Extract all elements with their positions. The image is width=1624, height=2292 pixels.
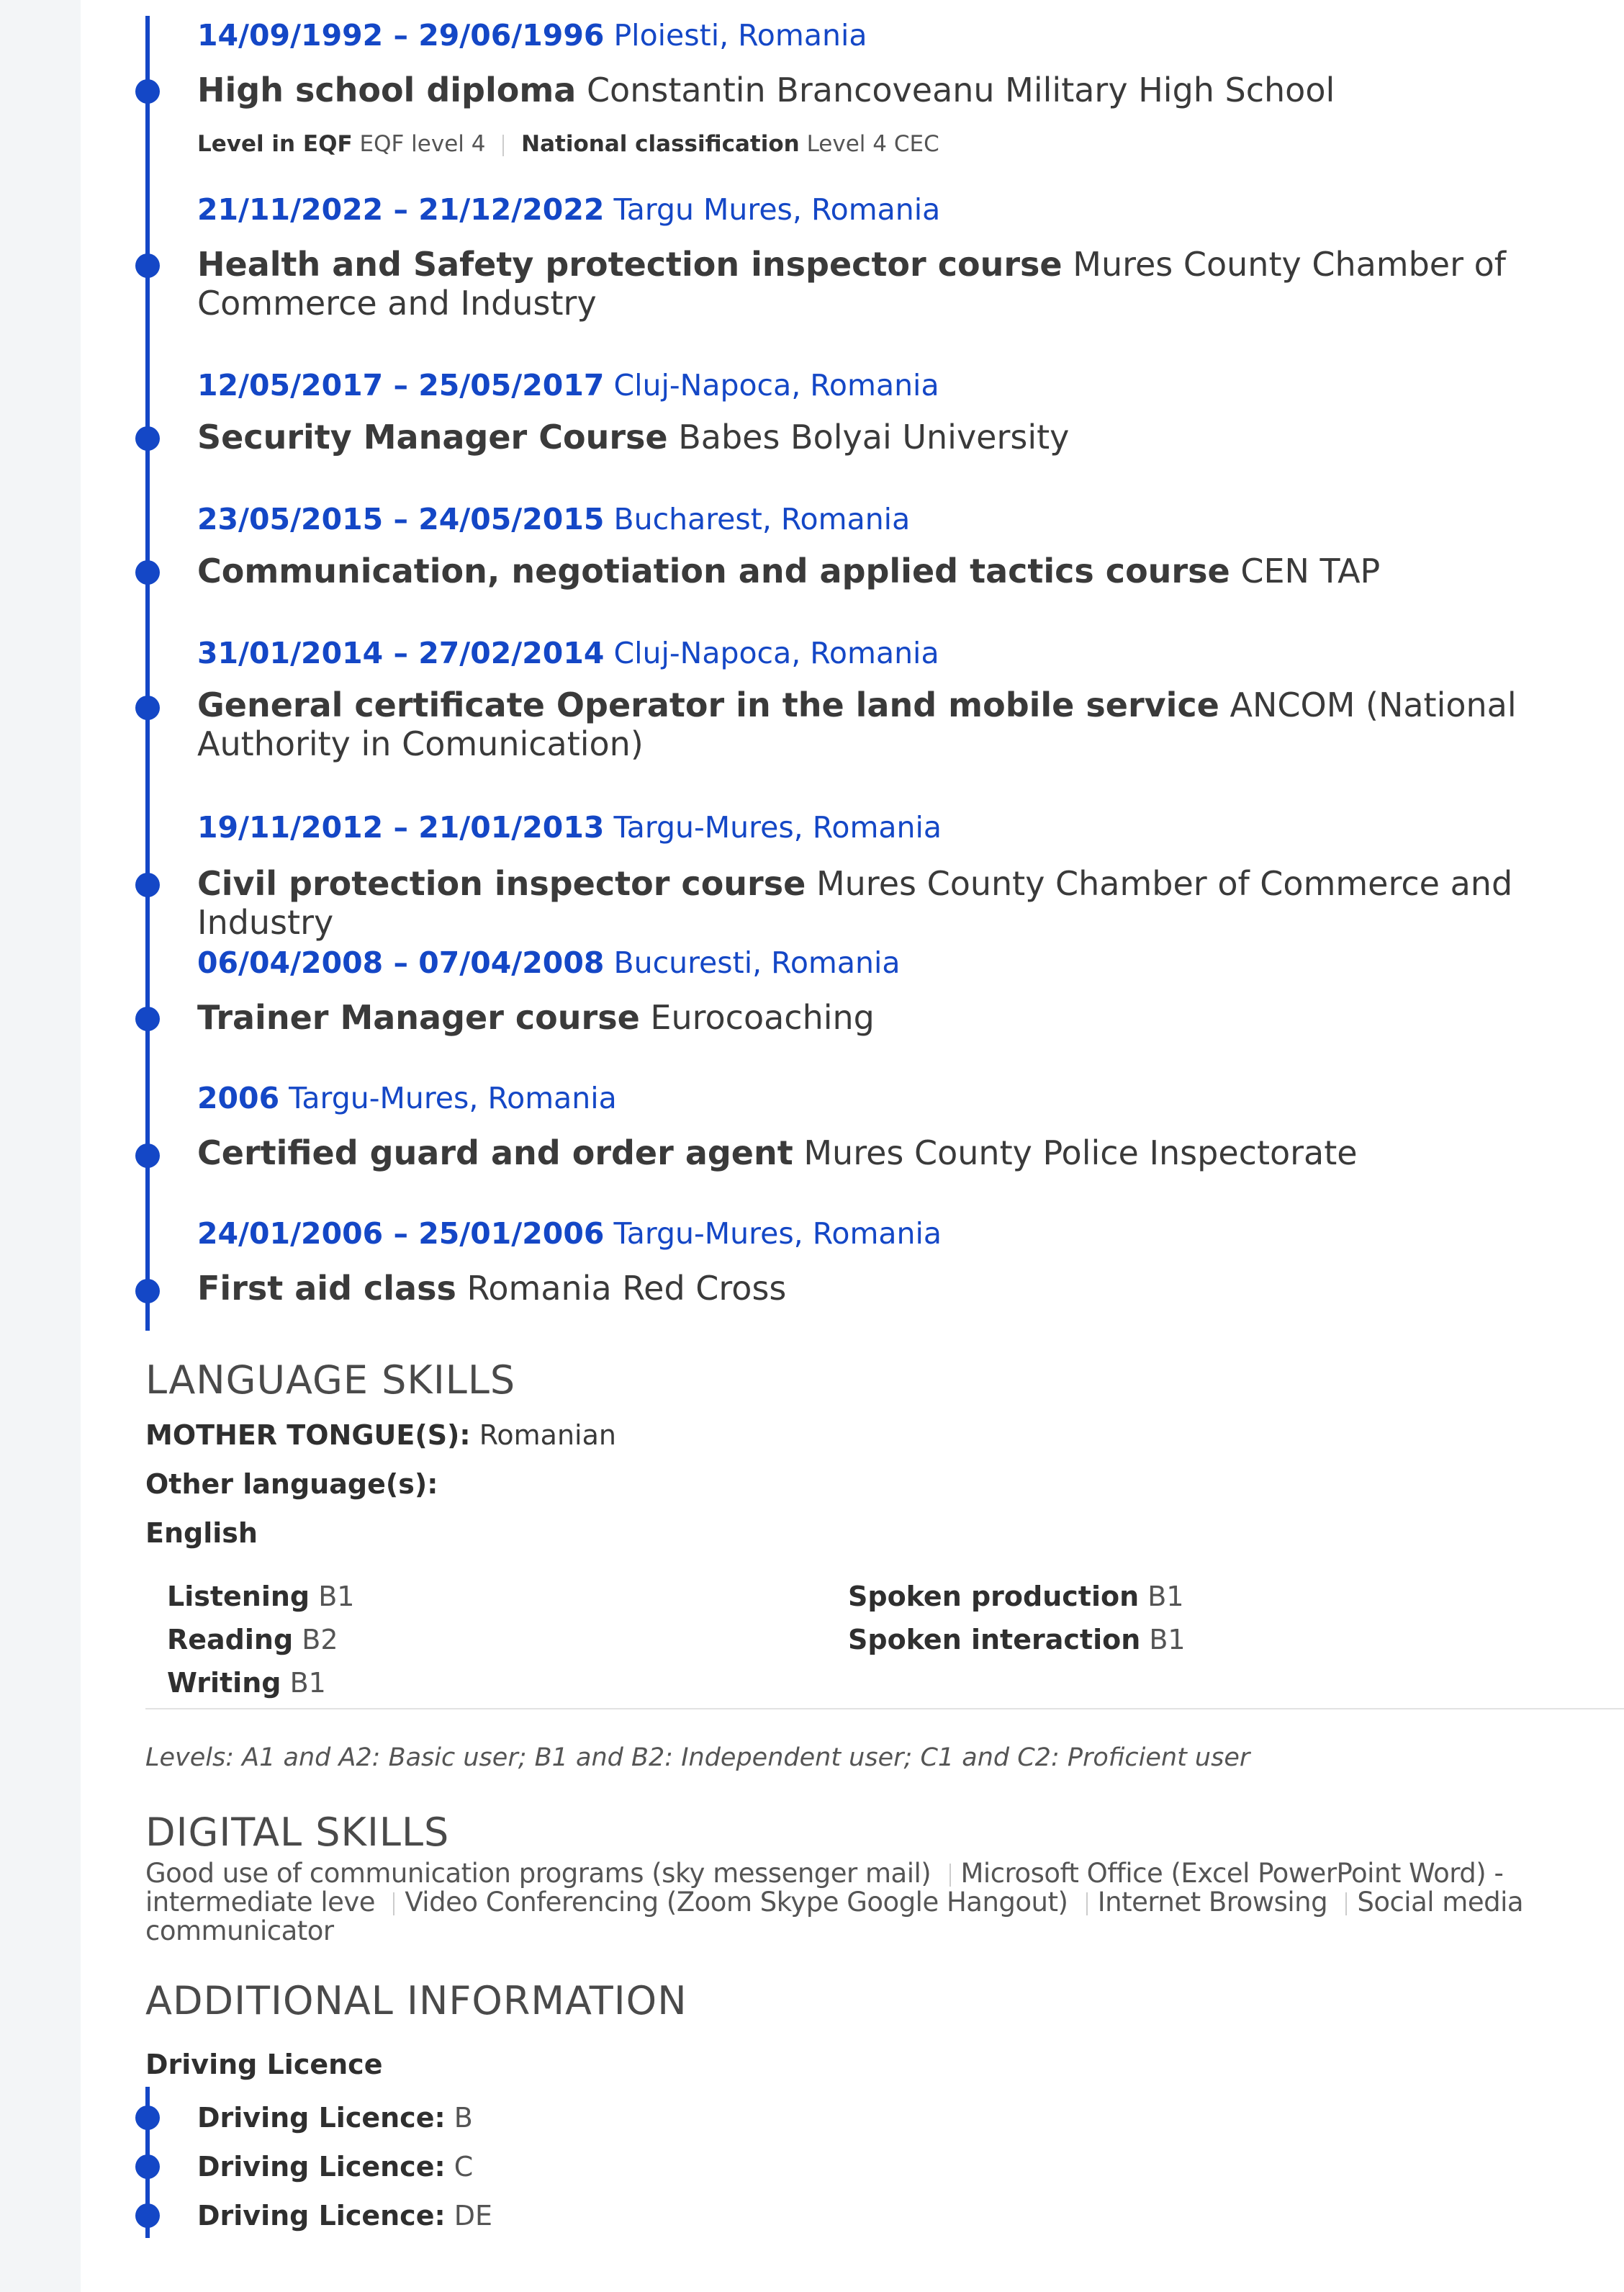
skill-label: Writing xyxy=(167,1667,281,1699)
separator xyxy=(393,1892,394,1915)
licence-value: B xyxy=(454,2102,473,2134)
education-timeline xyxy=(145,0,1585,1331)
separator xyxy=(1345,1892,1347,1915)
spoken-production-skill xyxy=(848,1578,1184,1614)
entry-location: Cluj-Napoca, Romania xyxy=(613,636,939,670)
entry-institution: Eurocoaching xyxy=(650,998,875,1037)
driving-licence-entry xyxy=(197,2100,473,2136)
entry-location: Ploiesti, Romania xyxy=(613,18,867,53)
driving-licence-entry xyxy=(197,2149,473,2185)
skill-level: B1 xyxy=(289,1667,326,1699)
digital-skills-list xyxy=(145,1859,1585,1946)
entry-date-location xyxy=(197,808,942,847)
timeline-dot xyxy=(135,560,160,585)
entry-date-location xyxy=(197,943,900,982)
entry-location: Targu-Mures, Romania xyxy=(613,810,942,845)
national-classification-label: National classification xyxy=(521,131,800,157)
entry-location: Cluj-Napoca, Romania xyxy=(613,368,939,403)
entry-dates: 23/05/2015 – 24/05/2015 xyxy=(197,502,605,536)
entry-title xyxy=(197,418,1565,457)
entry-dates: 19/11/2012 – 21/01/2013 xyxy=(197,810,605,845)
entry-location: Bucharest, Romania xyxy=(613,502,911,536)
entry-qualification: Health and Safety protection inspector course xyxy=(197,245,1063,284)
entry-location: Targu-Mures, Romania xyxy=(289,1081,617,1115)
digital-skill-text: Good use of communication programs (sky messenger mail) xyxy=(145,1858,931,1889)
licence-value: C xyxy=(454,2151,474,2183)
skill-level: B2 xyxy=(302,1624,338,1655)
driving-licence-heading: Driving Licence xyxy=(145,2049,383,2080)
divider xyxy=(145,1708,1624,1709)
entry-date-location xyxy=(197,16,867,55)
writing-skill xyxy=(167,1665,326,1701)
entry-date-location xyxy=(197,190,940,229)
digital-skill-text: Internet Browsing xyxy=(1097,1887,1328,1918)
entry-title xyxy=(197,1133,1565,1172)
entry-title xyxy=(197,1269,1565,1308)
skill-level: B1 xyxy=(1149,1624,1186,1655)
other-languages-label: Other language(s): xyxy=(145,1468,438,1500)
timeline-dot xyxy=(135,426,160,451)
eqf-value: EQF level 4 xyxy=(359,131,486,157)
entry-date-location xyxy=(197,1079,617,1118)
timeline-dot xyxy=(135,1279,160,1303)
timeline-dot xyxy=(135,253,160,278)
entry-title xyxy=(197,686,1565,763)
national-classification-value: Level 4 CEC xyxy=(806,131,939,157)
skill-label: Spoken interaction xyxy=(848,1624,1141,1655)
timeline-dot xyxy=(135,1007,160,1031)
timeline-dot xyxy=(135,2106,160,2130)
entry-dates: 14/09/1992 – 29/06/1996 xyxy=(197,18,605,53)
timeline-dot xyxy=(135,2203,160,2228)
cv-page xyxy=(81,0,1624,2292)
other-languages xyxy=(145,1466,438,1502)
entry-dates: 24/01/2006 – 25/01/2006 xyxy=(197,1216,605,1251)
entry-title xyxy=(197,71,1565,109)
licence-label: Driving Licence: xyxy=(197,2102,446,2134)
entry-institution: Babes Bolyai University xyxy=(678,418,1070,457)
skill-label: Spoken production xyxy=(848,1581,1140,1612)
entry-institution: Mures County Chamber of Commerce and Industry xyxy=(197,245,1506,323)
language-skills-heading: LANGUAGE SKILLS xyxy=(145,1357,516,1403)
timeline-dot xyxy=(135,696,160,720)
skill-level: B1 xyxy=(318,1581,355,1612)
language-name-text: English xyxy=(145,1517,258,1549)
separator xyxy=(949,1864,951,1887)
entry-date-location xyxy=(197,1214,942,1253)
entry-qualification: General certificate Operator in the land mobile service xyxy=(197,686,1219,724)
timeline-dot xyxy=(135,1143,160,1168)
entry-institution: Mures County Chamber of Commerce and Industry xyxy=(197,864,1513,942)
entry-location: Targu-Mures, Romania xyxy=(613,1216,942,1251)
reading-skill xyxy=(167,1622,338,1658)
skill-level: B1 xyxy=(1147,1581,1184,1612)
digital-skill-item xyxy=(145,1858,931,1889)
entry-title xyxy=(197,998,1565,1037)
additional-information-heading: ADDITIONAL INFORMATION xyxy=(145,1978,687,2023)
eqf-label: Level in EQF xyxy=(197,131,353,157)
skill-label: Reading xyxy=(167,1624,294,1655)
digital-skill-text: Video Conferencing (Zoom Skype Google Hangout) xyxy=(405,1887,1068,1918)
entry-title xyxy=(197,864,1565,942)
entry-institution: Constantin Brancoveanu Military High School xyxy=(586,71,1335,109)
spoken-interaction-skill xyxy=(848,1622,1186,1658)
entry-institution: Mures County Police Inspectorate xyxy=(803,1133,1358,1172)
separator xyxy=(1086,1892,1088,1915)
licence-value: DE xyxy=(454,2200,493,2232)
entry-qualification: Trainer Manager course xyxy=(197,998,640,1037)
entry-institution: Romania Red Cross xyxy=(466,1269,787,1308)
timeline-dot xyxy=(135,873,160,897)
entry-title xyxy=(197,245,1565,323)
driving-licence-entry xyxy=(197,2198,492,2234)
digital-skill-text: Social media communicator xyxy=(145,1887,1524,1946)
licence-label: Driving Licence: xyxy=(197,2151,446,2183)
language-name xyxy=(145,1515,258,1551)
entry-date-location xyxy=(197,366,939,405)
skill-label: Listening xyxy=(167,1581,310,1612)
driving-licence-timeline xyxy=(145,2087,865,2238)
entry-title xyxy=(197,552,1565,590)
entry-dates: 06/04/2008 – 07/04/2008 xyxy=(197,945,605,980)
mother-tongue xyxy=(145,1417,616,1453)
digital-skill-text: Microsoft Office (Excel PowerPoint Word) - intermediate leve xyxy=(145,1858,1504,1918)
timeline-dot xyxy=(135,2154,160,2179)
levels-note: Levels: A1 and A2: Basic user; B1 and B2: Independent user; C1 and C2: Proficient user xyxy=(145,1743,1250,1772)
entry-location: Bucuresti, Romania xyxy=(613,945,901,980)
entry-dates: 31/01/2014 – 27/02/2014 xyxy=(197,636,605,670)
entry-institution: ANCOM (National Authority in Comunication) xyxy=(197,686,1517,763)
entry-location: Targu Mures, Romania xyxy=(613,192,941,227)
entry-dates: 12/05/2017 – 25/05/2017 xyxy=(197,368,605,403)
entry-qualification: Security Manager Course xyxy=(197,418,668,457)
licence-label: Driving Licence: xyxy=(197,2200,446,2232)
entry-qualification: High school diploma xyxy=(197,71,577,109)
mother-tongue-value: Romanian xyxy=(479,1419,616,1451)
digital-skill-item xyxy=(383,1887,1068,1918)
entry-qualification: Certified guard and order agent xyxy=(197,1133,793,1172)
separator xyxy=(502,135,504,156)
entry-date-location xyxy=(197,634,939,673)
timeline-line xyxy=(145,16,150,1331)
entry-qualification: First aid class xyxy=(197,1269,456,1308)
timeline-dot xyxy=(135,79,160,104)
entry-dates: 2006 xyxy=(197,1081,280,1115)
entry-institution: CEN TAP xyxy=(1240,552,1381,590)
listening-skill xyxy=(167,1578,354,1614)
digital-skill-item xyxy=(1076,1887,1327,1918)
digital-skills-heading: DIGITAL SKILLS xyxy=(145,1810,450,1855)
entry-qualification: Communication, negotiation and applied tactics course xyxy=(197,552,1230,590)
mother-tongue-label: MOTHER TONGUE(S): xyxy=(145,1419,471,1451)
entry-qualification: Civil protection inspector course xyxy=(197,864,806,903)
entry-dates: 21/11/2022 – 21/12/2022 xyxy=(197,192,605,227)
entry-date-location xyxy=(197,500,910,539)
eqf-info xyxy=(197,130,939,158)
